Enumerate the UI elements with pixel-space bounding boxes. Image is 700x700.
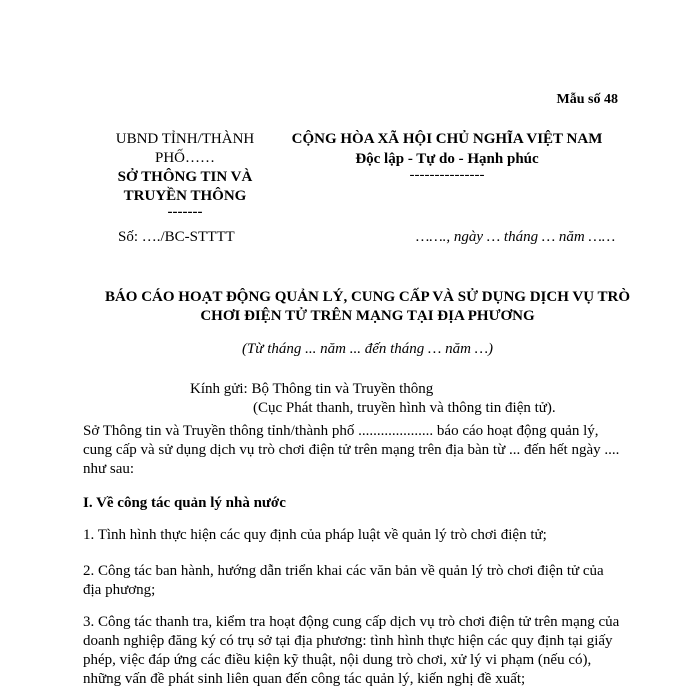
reporting-period: (Từ tháng ... năm ... đến tháng … năm …) bbox=[241, 341, 494, 357]
item-3-line: doanh nghiệp đăng ký có trụ sở tại địa phương: tình hình thực hiện các quy định tại giấy bbox=[83, 633, 613, 649]
item-3 bbox=[83, 613, 623, 689]
item-1: 1. Tình hình thực hiện các quy định của pháp luật về quản lý trò chơi điện tử; bbox=[83, 527, 547, 543]
right-separator: --------------- bbox=[409, 167, 485, 183]
intro-line: cung cấp và sử dụng dịch vụ trò chơi điện tử trên mạng trên địa bàn từ ... đến hết ngày .... bbox=[83, 442, 620, 458]
title-line-1: BÁO CÁO HOẠT ĐỘNG QUẢN LÝ, CUNG CẤP VÀ SỬ DỤNG DỊCH VỤ TRÒ bbox=[104, 289, 631, 305]
item-2 bbox=[83, 562, 623, 600]
country-name: CỘNG HÒA XÃ HỘI CHỦ NGHĨA VIỆT NAM bbox=[291, 131, 603, 147]
department-line2: TRUYỀN THÔNG bbox=[123, 188, 247, 204]
report-title bbox=[90, 288, 645, 326]
item-3-line: 3. Công tác thanh tra, kiểm tra hoạt động cung cấp dịch vụ trò chơi điện tử trên mạng của bbox=[83, 614, 620, 630]
recipient-block bbox=[190, 380, 556, 418]
date-line: ……., ngày … tháng … năm …… bbox=[416, 229, 616, 245]
item-3-line: phép, việc đáp ứng các điều kiện kỹ thuật, nội dung trò chơi, xử lý vi phạm (nếu có), bbox=[83, 652, 592, 668]
province-org-line1: UBND TỈNH/THÀNH bbox=[115, 131, 255, 147]
item-3-line: những vấn đề phát sinh liên quan đến công tác quản lý, kiến nghị đề xuất; bbox=[83, 671, 526, 687]
section-heading: I. Về công tác quản lý nhà nước bbox=[83, 495, 286, 511]
recipient-line-1: Kính gửi: Bộ Thông tin và Truyền thông bbox=[190, 381, 434, 397]
item-2-line: địa phương; bbox=[83, 582, 156, 598]
intro-paragraph bbox=[83, 422, 623, 479]
national-motto: Độc lập - Tự do - Hạnh phúc bbox=[355, 151, 539, 167]
title-line-2: CHƠI ĐIỆN TỬ TRÊN MẠNG TẠI ĐỊA PHƯƠNG bbox=[200, 308, 535, 324]
recipient-line-2: (Cục Phát thanh, truyền hình và thông tin điện tử). bbox=[253, 400, 556, 416]
national-header bbox=[282, 130, 612, 181]
intro-line: Sở Thông tin và Truyền thông tỉnh/thành phố .................... báo cáo hoạt động quản lý, bbox=[83, 423, 599, 439]
province-org-line2: PHỐ…… bbox=[154, 150, 215, 166]
form-number: Mẫu số 48 bbox=[556, 92, 618, 107]
document-number: Số: …./BC-STTTT bbox=[118, 229, 235, 245]
intro-line: như sau: bbox=[83, 461, 135, 477]
department-line1: SỞ THÔNG TIN VÀ bbox=[117, 169, 253, 185]
issuing-authority-header bbox=[90, 130, 280, 218]
left-separator: ------- bbox=[167, 204, 203, 220]
item-2-line: 2. Công tác ban hành, hướng dẫn triển khai các văn bản về quản lý trò chơi điện tử của bbox=[83, 563, 604, 579]
